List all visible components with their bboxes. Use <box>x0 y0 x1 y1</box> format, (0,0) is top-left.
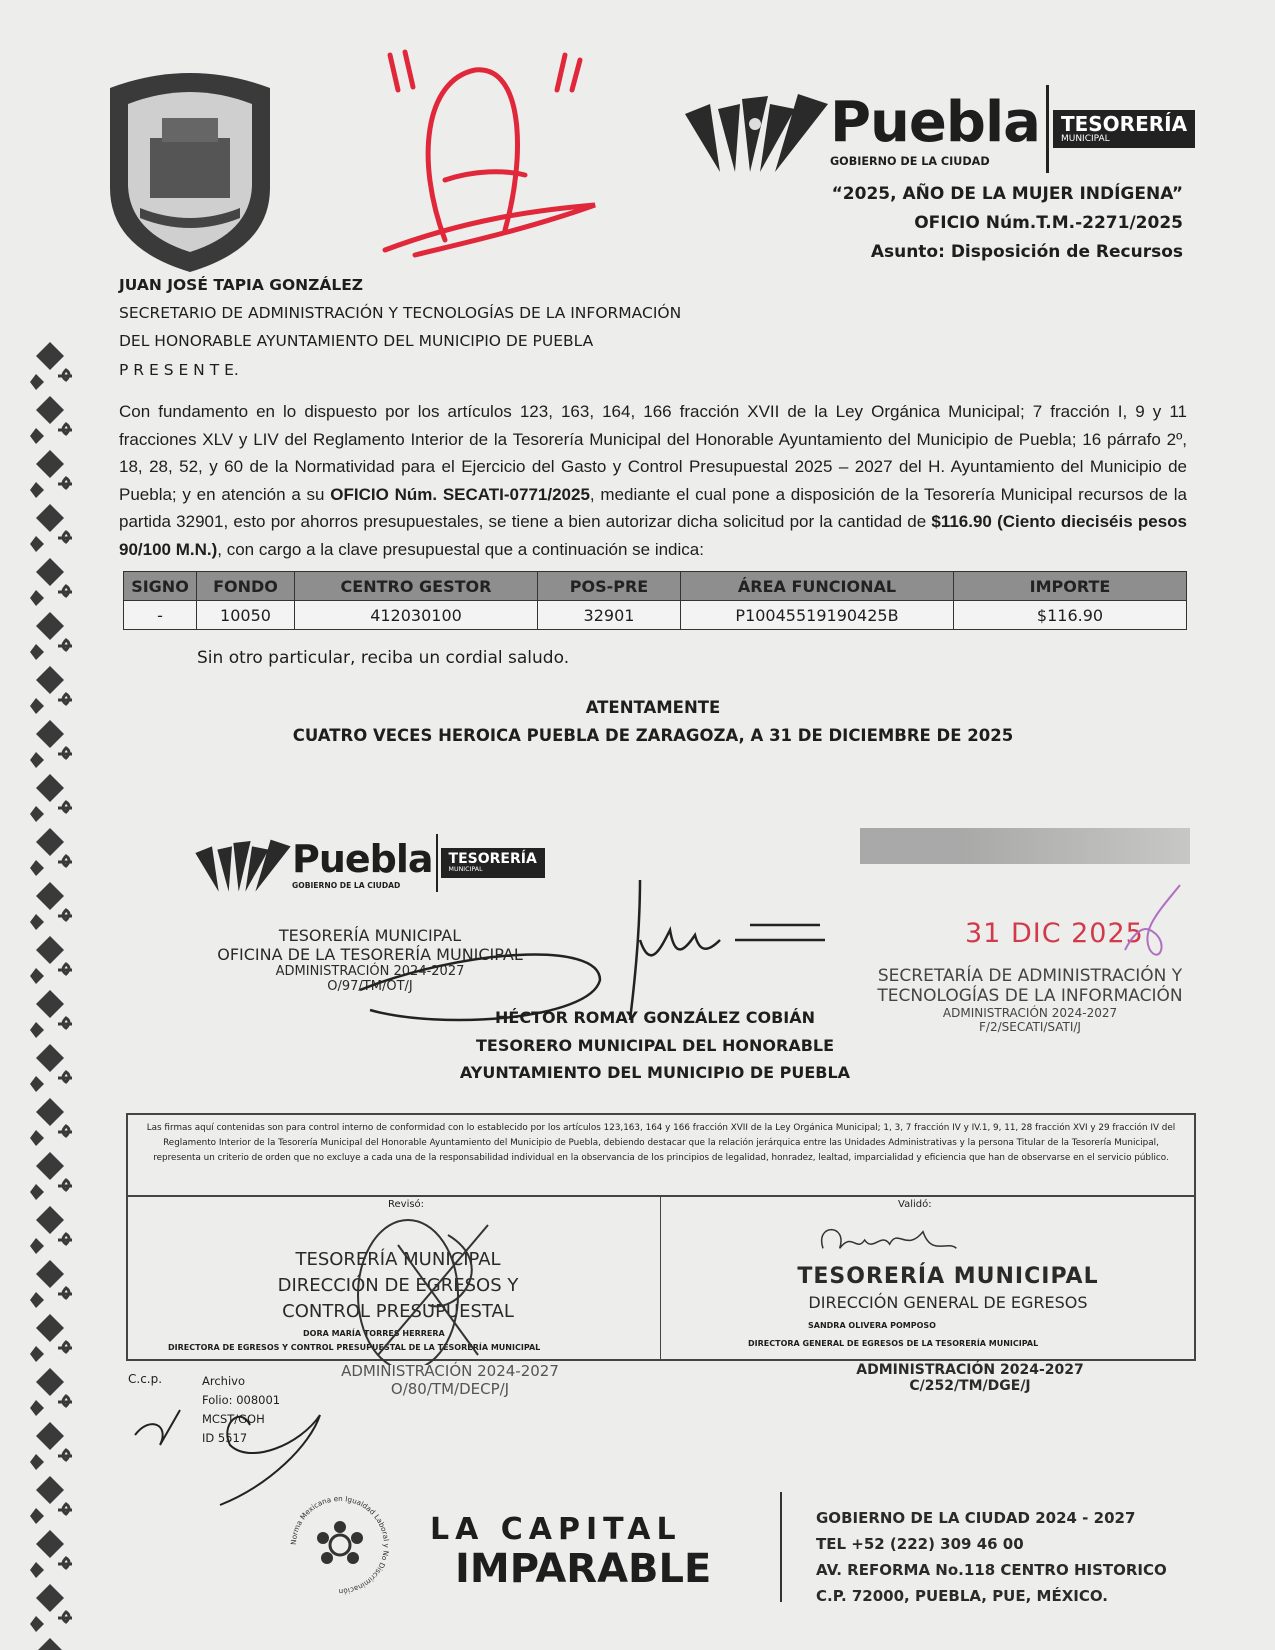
received-date-stamp: 31 DIC 2025 <box>965 918 1144 949</box>
footer-contact <box>816 1505 1167 1609</box>
stamp-line: TECNOLOGÍAS DE LA INFORMACIÓN <box>877 986 1183 1006</box>
stamp-line: ADMINISTRACIÓN 2024-2027 <box>275 964 465 979</box>
valido-name: SANDRA OLIVERA POMPOSO <box>808 1321 936 1330</box>
stamp-line: F/2/SECATI/SATI/J <box>979 1020 1081 1034</box>
col-fondo: FONDO <box>197 572 295 601</box>
oficio-reference: OFICIO Núm. SECATI-0771/2025 <box>330 484 590 504</box>
logo-subtitle: GOBIERNO DE LA CIUDAD <box>830 155 990 168</box>
cell: 32901 <box>538 601 681 630</box>
reviso-name: DORA MARÍA TORRES HERRERA <box>303 1329 445 1338</box>
valido-title: DIRECTORA GENERAL DE EGRESOS DE LA TESORERÍA MUNICIPAL <box>748 1339 1039 1348</box>
addressee-title-1: SECRETARIO DE ADMINISTRACIÓN Y TECNOLOGÍAS DE LA INFORMACIÓN <box>119 304 682 322</box>
secati-logo-faded <box>860 828 1200 878</box>
reviso-title: DIRECTORA DE EGRESOS Y CONTROL PRESUPUESTAL DE LA TESORERÍA MUNICIPAL <box>168 1343 541 1352</box>
valido-signature <box>798 1215 998 1265</box>
table-row <box>124 601 1187 630</box>
cell: 10050 <box>197 601 295 630</box>
handwritten-red-mark <box>375 40 615 270</box>
reviso-signature <box>338 1205 538 1365</box>
secati-stamp <box>865 966 1195 1034</box>
badge-text <box>289 1494 391 1596</box>
stamp-line: O/80/TM/DECP/J <box>390 1380 510 1398</box>
col-pos-pre: POS-PRE <box>538 572 681 601</box>
badge-text-path: Norma Mexicana en Igualdad Laboral y No Discriminación <box>288 1493 392 1597</box>
puebla-emblem-icon <box>192 832 292 894</box>
ccp-item: Folio: 008001 <box>202 1393 281 1407</box>
footer-line: GOBIERNO DE LA CIUDAD 2024 - 2027 <box>816 1509 1136 1527</box>
footer-line: AV. REFORMA No.118 CENTRO HISTORICO <box>816 1561 1167 1579</box>
cell: P10045519190425B <box>681 601 954 630</box>
stamp-line: O/97/TM/OT/J <box>327 979 413 994</box>
signatory-title-2: AYUNTAMIENTO DEL MUNICIPIO DE PUEBLA <box>459 1063 851 1082</box>
footer-line: C.P. 72000, PUEBLA, PUE, MÉXICO. <box>816 1587 1108 1605</box>
igualdad-laboral-badge <box>285 1490 395 1600</box>
letter-body <box>119 398 1187 750</box>
valido-stamp-line-1: TESORERÍA MUNICIPAL <box>797 1264 1099 1289</box>
internal-control-box <box>126 1113 1196 1361</box>
year-motto: “2025, AÑO DE LA MUJER INDÍGENA” <box>831 184 1183 204</box>
ccp-item: Archivo <box>202 1374 245 1388</box>
stamp-line: OFICINA DE LA TESORERÍA MUNICIPAL <box>217 945 523 964</box>
stamp-line: ADMINISTRACIÓN 2024-2027 <box>942 1006 1118 1020</box>
logo-unit-sub: MUNICIPAL <box>1060 133 1110 144</box>
stamp-line: CONTROL PRESUPUESTAL <box>282 1301 514 1322</box>
cell: 412030100 <box>295 601 538 630</box>
logo-subtitle: GOBIERNO DE LA CIUDAD <box>292 880 401 890</box>
stamp-line: C/252/TM/DGE/J <box>909 1378 1031 1394</box>
ccp-item: ID 5517 <box>202 1431 248 1445</box>
table-header-row <box>124 572 1187 601</box>
stamp-line: DIRECCIÓN DE EGRESOS Y <box>277 1275 519 1296</box>
ccp-label: C.c.p. <box>128 1372 163 1386</box>
addressee-title-2: DEL HONORABLE AYUNTAMIENTO DEL MUNICIPIO DE PUEBLA <box>119 332 594 350</box>
atentamente: ATENTAMENTE <box>585 698 721 717</box>
body-paragraph: Con fundamento en lo dispuesto por los artículos 123, 163, 164, 166 fracción XVII de la Ley Orgánica Municipal; 7 fracción I, 9 y 11 fracciones XLV y LIV del Reglamento Interior de la Tesorería Municipal del Honorable Ayuntamiento del Municipio de Puebla; 16 párrafo 2º, 18, 28, 52, y 60 de la Normatividad para el Ejercicio del Gasto y Control Presupuestal 2025 – 2027 del H. Ayuntamiento del Municipio de Puebla; y en atención a su OFICIO Núm. SECATI-0771/2025, mediante el cual pone a disposición de la Tesorería Municipal recursos de la partida 32901, esto por ahorros presupuestales, se tiene a bien autorizar dicha solicitud por la cantidad de $116.90 (Ciento dieciséis pesos 90/100 M.N.), con cargo a la clave presupuestal que a continuación se indica: <box>119 402 1187 559</box>
presente: P R E S E N T E. <box>119 361 239 379</box>
signature <box>340 870 860 1030</box>
oficio-number: OFICIO Núm.T.M.-2271/2025 <box>914 213 1183 233</box>
footer-divider <box>780 1492 782 1602</box>
logo-unit: TESORERÍA <box>448 851 537 868</box>
decorative-border <box>30 340 78 1650</box>
budget-table <box>123 571 1187 630</box>
puebla-tesoreria-logo <box>680 84 1195 174</box>
cell: - <box>124 601 197 630</box>
initials-mark <box>1120 880 1190 970</box>
logo-unit-sub: MUNICIPAL <box>448 866 483 874</box>
amount: $116.90 (Ciento dieciséis pesos 90/100 M.N.) <box>119 512 1187 559</box>
reviso-label: Revisó: <box>388 1199 425 1210</box>
cell: $116.90 <box>954 601 1187 630</box>
signatory-title-1: TESORERO MUNICIPAL DEL HONORABLE <box>475 1036 835 1055</box>
city-seal <box>100 68 280 274</box>
logo-word: Puebla <box>292 836 433 881</box>
stamp-line: ADMINISTRACIÓN 2024-2027 <box>341 1362 559 1380</box>
slogan-line-2: IMPARABLE <box>455 1546 712 1592</box>
stamp-line: TESORERÍA MUNICIPAL <box>278 926 462 945</box>
footer-line: TEL +52 (222) 309 46 00 <box>816 1535 1024 1553</box>
col-signo: SIGNO <box>124 572 197 601</box>
logo-unit: TESORERÍA <box>1060 111 1188 136</box>
internal-control-notice: Las firmas aquí contenidas son para control interno de conformidad con lo establecido por los artículos 123,163, 164 y 166 fracción XVII de la Ley Orgánica Municipal; 1, 3, 7 fracción IV y IV.1, 9, 11, 28 fracción XVI y 29 fracción IV del Reglamento Interior de la Tesorería Municipal del Honorable Ayuntamiento del Municipio de Puebla, debiendo destacar que la relación jerárquica entre las Unidades Administrativas y la persona Titular de la Tesorería Municipal, representa un criterio de orden que no excluye a cada una de la responsabilidad individual en la observancia de los principios de legalidad, honradez, lealtad, imparcialidad y eficiencia que han de observarse en el servicio público. <box>146 1123 1176 1163</box>
valido-stamp-line-2: DIRECCIÓN GENERAL DE EGRESOS <box>808 1293 1088 1312</box>
stamp-line: TESORERÍA MUNICIPAL <box>295 1249 501 1270</box>
col-importe: IMPORTE <box>954 572 1187 601</box>
stamp-line: SECRETARÍA DE ADMINISTRACIÓN Y <box>877 966 1183 986</box>
valido-label: Validó: <box>898 1199 932 1210</box>
slogan-line-1: LA CAPITAL <box>430 1512 682 1547</box>
place-date: CUATRO VECES HEROICA PUEBLA DE ZARAGOZA, A 31 DE DICIEMBRE DE 2025 <box>292 726 1014 745</box>
valido-stamp-admin <box>820 1362 1120 1394</box>
greeting: Sin otro particular, reciba un cordial saludo. <box>197 648 570 668</box>
stamp-line: ADMINISTRACIÓN 2024-2027 <box>856 1362 1084 1378</box>
col-centro-gestor: CENTRO GESTOR <box>295 572 538 601</box>
col-area-funcional: ÁREA FUNCIONAL <box>681 572 954 601</box>
signatory-name: HÉCTOR ROMAY GONZÁLEZ COBIÁN <box>495 1008 815 1027</box>
addressee-name: JUAN JOSÉ TAPIA GONZÁLEZ <box>119 276 364 294</box>
logo-word: Puebla <box>830 90 1040 155</box>
asunto: Asunto: Disposición de Recursos <box>870 242 1183 262</box>
ccp-item: MCST/GOH <box>202 1412 265 1426</box>
puebla-emblem-icon <box>680 84 830 174</box>
